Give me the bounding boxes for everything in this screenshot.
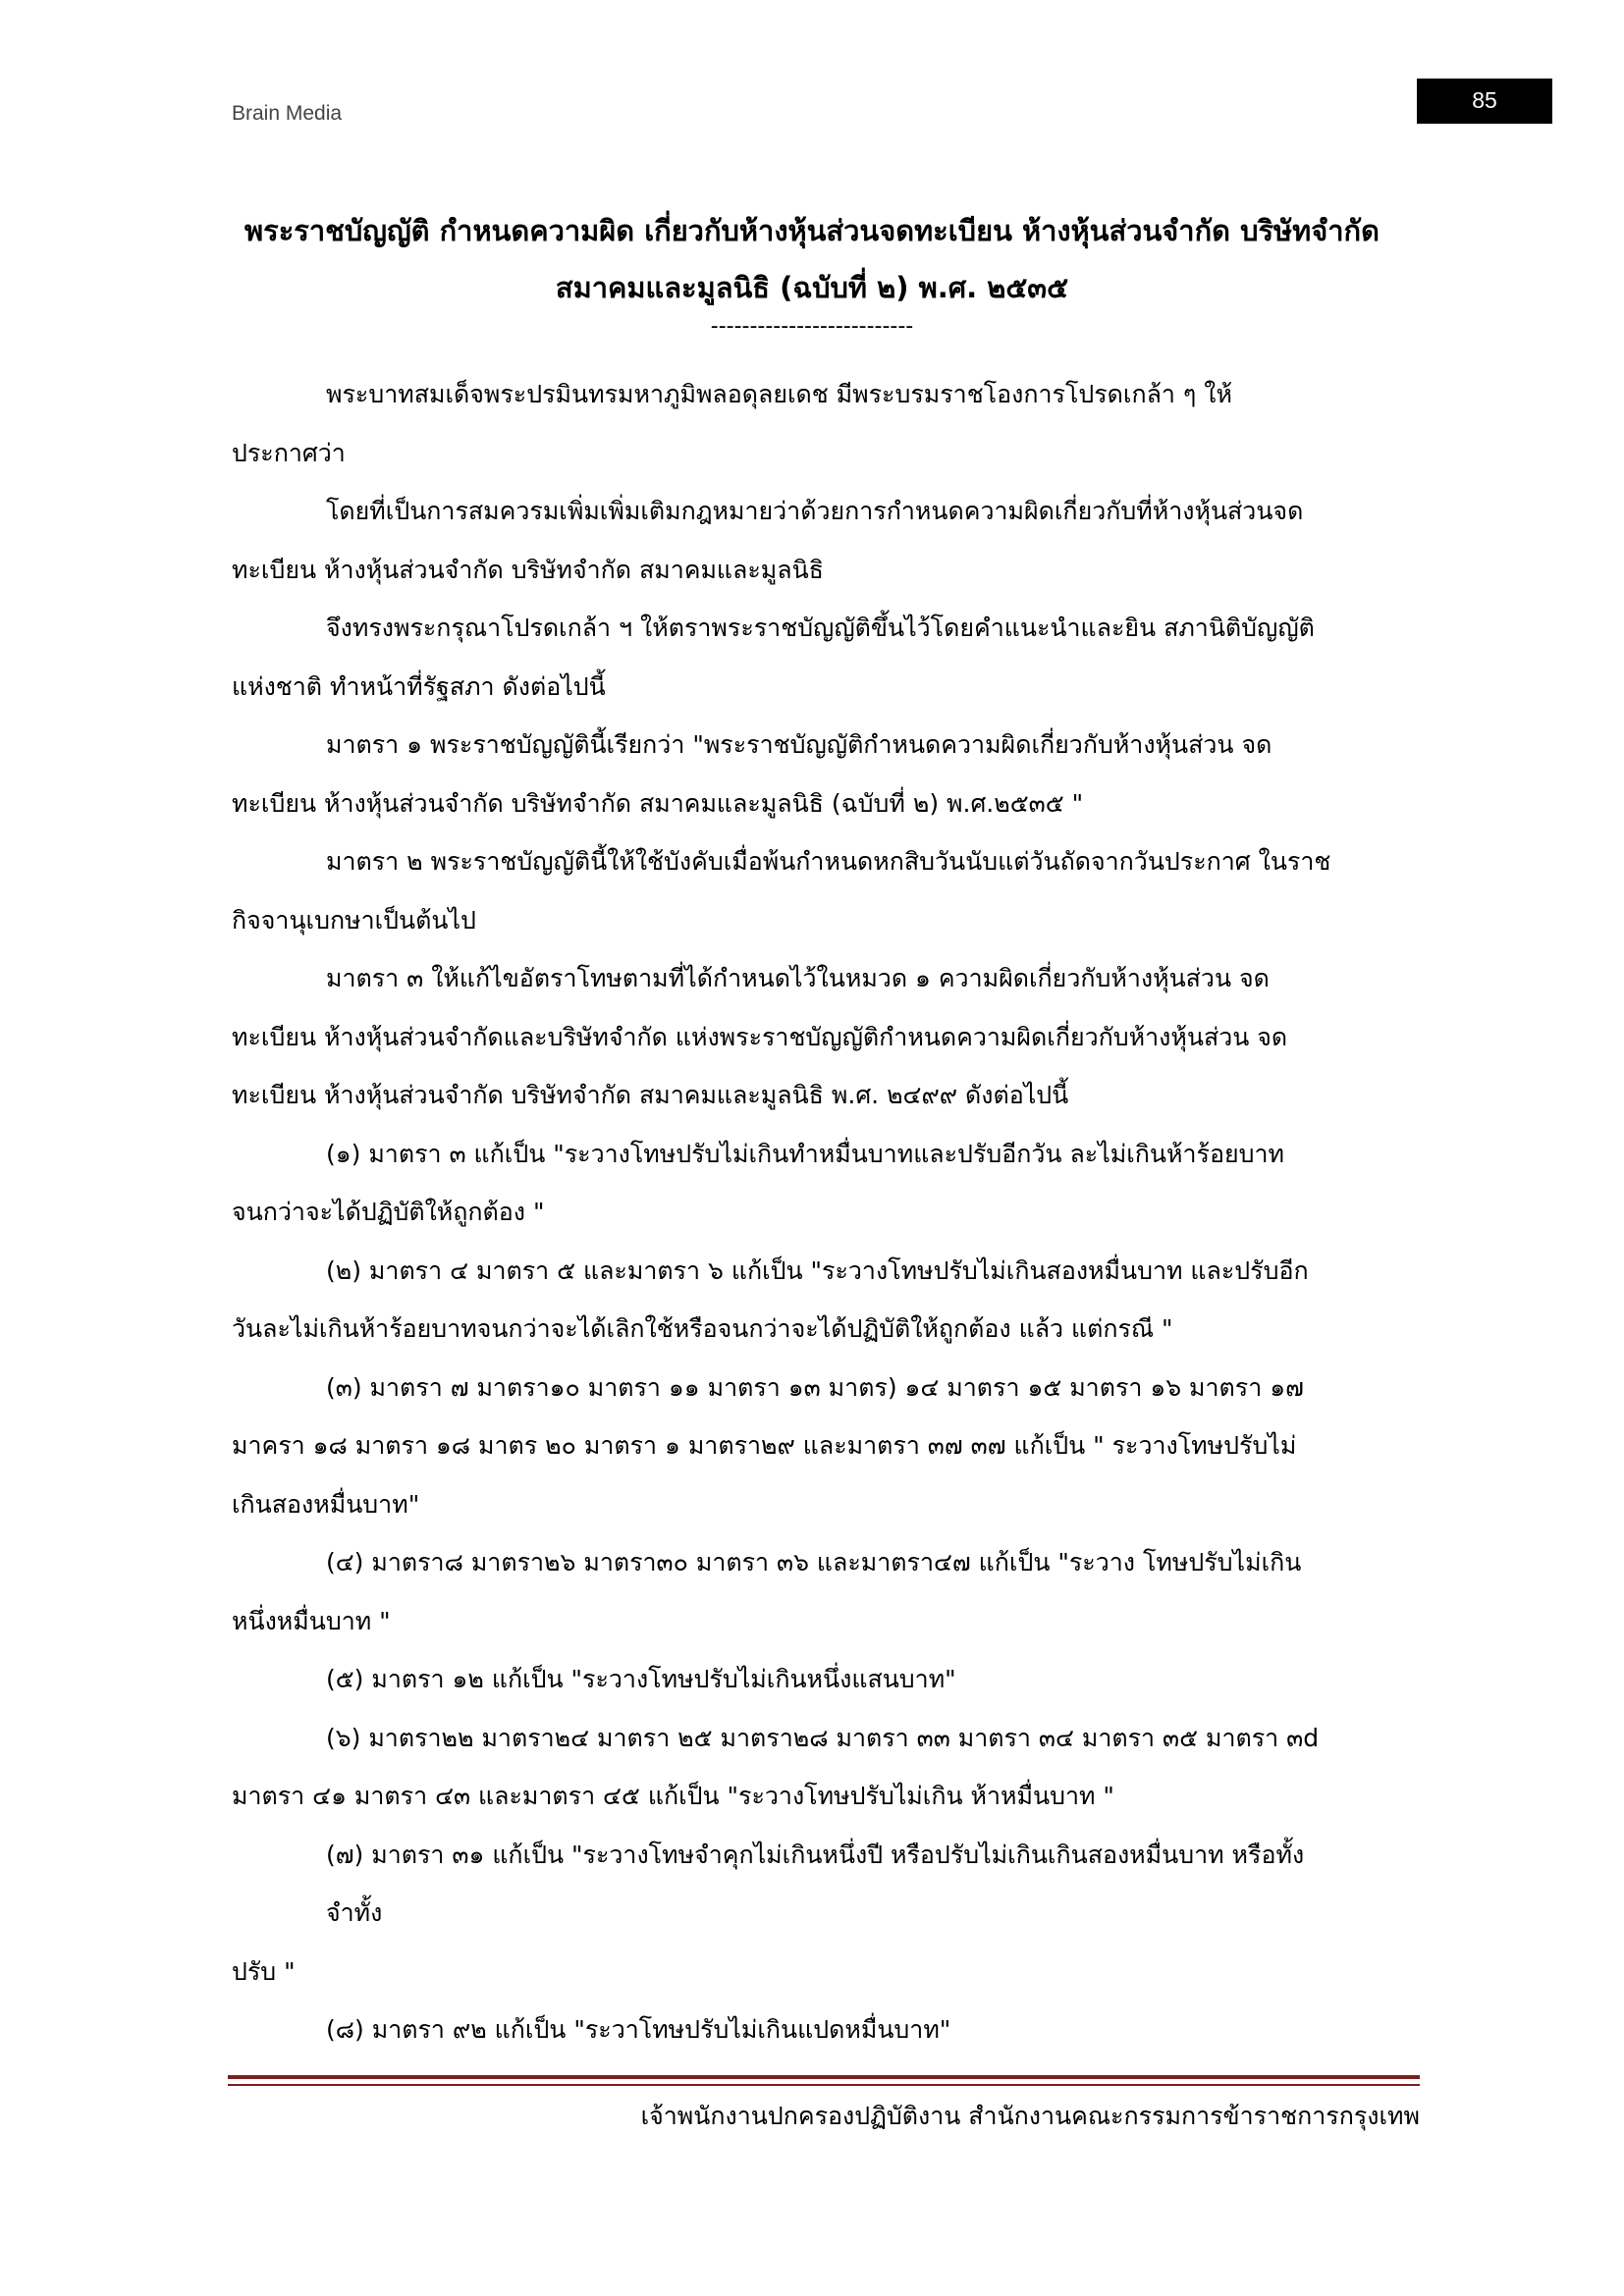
header-publisher: Brain Media xyxy=(232,102,343,125)
body-line: โดยที่เป็นการสมควรมเพิ่มเพิ่มเติมกฎหมายว่าด้วยการกำหนดความผิดเกี่ยวกับที่ห้างหุ้นส่วนจด xyxy=(326,497,1304,525)
title-divider: -------------------------- xyxy=(710,314,914,339)
body-line: มาตรา ๒ พระราชบัญญัตินี้ให้ใช้บังคับเมื่อพ้นกำหนดหกสิบวันนับแต่วันถัดจากวันประกาศ ในราช xyxy=(326,847,1331,876)
body-line: จำทั้ง xyxy=(326,1898,383,1927)
title-line-1: พระราชบัญญัติ กำหนดความผิด เกี่ยวกับห้างหุ้นส่วนจดทะเบียน ห้างหุ้นส่วนจำกัด บริษัทจำกัด xyxy=(244,214,1380,247)
document-title xyxy=(196,202,1428,316)
body-line: วันละไม่เกินห้าร้อยบาทจนกว่าจะได้เลิกใช้หรือจนกว่าจะได้ปฏิบัติให้ถูกต้อง แล้ว แต่กรณี " xyxy=(232,1314,1173,1343)
body-line: มาตรา ๓ ให้แก้ไขอัตราโทษตามที่ได้กำหนดไว้ในหมวด ๑ ความผิดเกี่ยวกับห้างหุ้นส่วน จด xyxy=(326,964,1270,992)
footer-rule-thin xyxy=(228,2084,1420,2086)
body-line: ทะเบียน ห้างหุ้นส่วนจำกัด บริษัทจำกัด สมาคมและมูลนิธิ xyxy=(232,555,824,584)
body-line: (๑) มาตรา ๓ แก้เป็น "ระวางโทษปรับไม่เกินทำหมื่นบาทและปรับอีกวัน ละไม่เกินห้าร้อยบาท xyxy=(326,1139,1285,1168)
body-line: มาครา ๑๘ มาตรา ๑๘ มาตร ๒๐ มาตรา ๑ มาตรา๒๙ และมาตรา ๓๗ ๓๗ แก้เป็น " ระวางโทษปรับไม่ xyxy=(232,1431,1297,1460)
body-line: จึงทรงพระกรุณาโปรดเกล้า ฯ ให้ตราพระราชบัญญัติขึ้นไว้โดยคำแนะนำและยิน สภานิติบัญญัติ xyxy=(326,614,1315,642)
body-line: ประกาศว่า xyxy=(232,438,346,467)
body-line: แห่งชาติ ทำหน้าที่รัฐสภา ดังต่อไปนี้ xyxy=(232,671,606,701)
body-line: ทะเบียน ห้างหุ้นส่วนจำกัด บริษัทจำกัด สมาคมและมูลนิธิ (ฉบับที่ ๒) พ.ศ.๒๕๓๕ " xyxy=(232,788,1084,818)
body-line: (๒) มาตรา ๔ มาตรา ๕ และมาตรา ๖ แก้เป็น "ระวางโทษปรับไม่เกินสองหมื่นบาท และปรับอีก xyxy=(326,1255,1309,1285)
footer-agency: เจ้าพนักงานปกครองปฏิบัติงาน สำนักงานคณะกรรมการข้าราชการกรุงเทพ xyxy=(640,2102,1420,2130)
body-line: จนกว่าจะได้ปฏิบัติให้ถูกต้อง " xyxy=(232,1198,545,1226)
body-line: ทะเบียน ห้างหุ้นส่วนจำกัด บริษัทจำกัด สมาคมและมูลนิธิ พ.ศ. ๒๔๙๙ ดังต่อไปนี้ xyxy=(232,1081,1069,1109)
body-line: มาตรา ๔๑ มาตรา ๔๓ และมาตรา ๔๕ แก้เป็น "ระวางโทษปรับไม่เกิน ห้าหมื่นบาท " xyxy=(232,1782,1114,1810)
body-line: (๗) มาตรา ๓๑ แก้เป็น "ระวางโทษจำคุกไม่เกินหนึ่งปี หรือปรับไม่เกินเกินสองหมื่นบาท หรือทั้ง xyxy=(326,1840,1305,1869)
body-line: (๔) มาตรา๘ มาตรา๒๖ มาตรา๓๐ มาตรา ๓๖ และมาตรา๔๗ แก้เป็น "ระวาง โทษปรับไม่เกิน xyxy=(326,1548,1302,1576)
body-line: (๖) มาตรา๒๒ มาตรา๒๔ มาตรา ๒๕ มาตรา๒๘ มาตรา ๓๓ มาตรา ๓๔ มาตรา ๓๕ มาตรา ๓d xyxy=(326,1723,1320,1752)
body-line: เกินสองหมื่นบาท" xyxy=(232,1489,420,1519)
footer-rule xyxy=(228,2075,1420,2079)
body-line: ทะเบียน ห้างหุ้นส่วนจำกัดและบริษัทจำกัด แห่งพระราชบัญญัติกำหนดความผิดเกี่ยวกับห้างหุ้นส่วน จด xyxy=(232,1022,1288,1051)
body-line: (๕) มาตรา ๑๒ แก้เป็น "ระวางโทษปรับไม่เกินหนึ่งแสนบาท" xyxy=(326,1665,956,1693)
title-line-2: สมาคมและมูลนิธิ (ฉบับที่ ๒) พ.ศ. ๒๕๓๕ xyxy=(555,271,1069,304)
document-body xyxy=(232,365,1410,2059)
body-line: (๓) มาตรา ๗ มาตรา๑๐ มาตรา ๑๑ มาตรา ๑๓ มาตร) ๑๔ มาตรา ๑๕ มาตรา ๑๖ มาตรา ๑๗ xyxy=(326,1372,1304,1402)
body-line: ปรับ " xyxy=(232,1956,296,1986)
body-line: พระบาทสมเด็จพระปรมินทรมหาภูมิพลอดุลยเดช มีพระบรมราชโองการโปรดเกล้า ๆ ให้ xyxy=(326,380,1232,408)
page-number: 85 xyxy=(1417,79,1552,124)
body-line: (๘) มาตรา ๙๒ แก้เป็น "ระวาโทษปรับไม่เกินแปดหมื่นบาท" xyxy=(326,2015,951,2044)
body-line: หนึ่งหมื่นบาท " xyxy=(232,1606,391,1635)
body-line: กิจจานุเบกษาเป็นต้นไป xyxy=(232,905,476,934)
body-line: มาตรา ๑ พระราชบัญญัตินี้เรียกว่า "พระราชบัญญัติกำหนดความผิดเกี่ยวกับห้างหุ้นส่วน จด xyxy=(326,730,1272,759)
